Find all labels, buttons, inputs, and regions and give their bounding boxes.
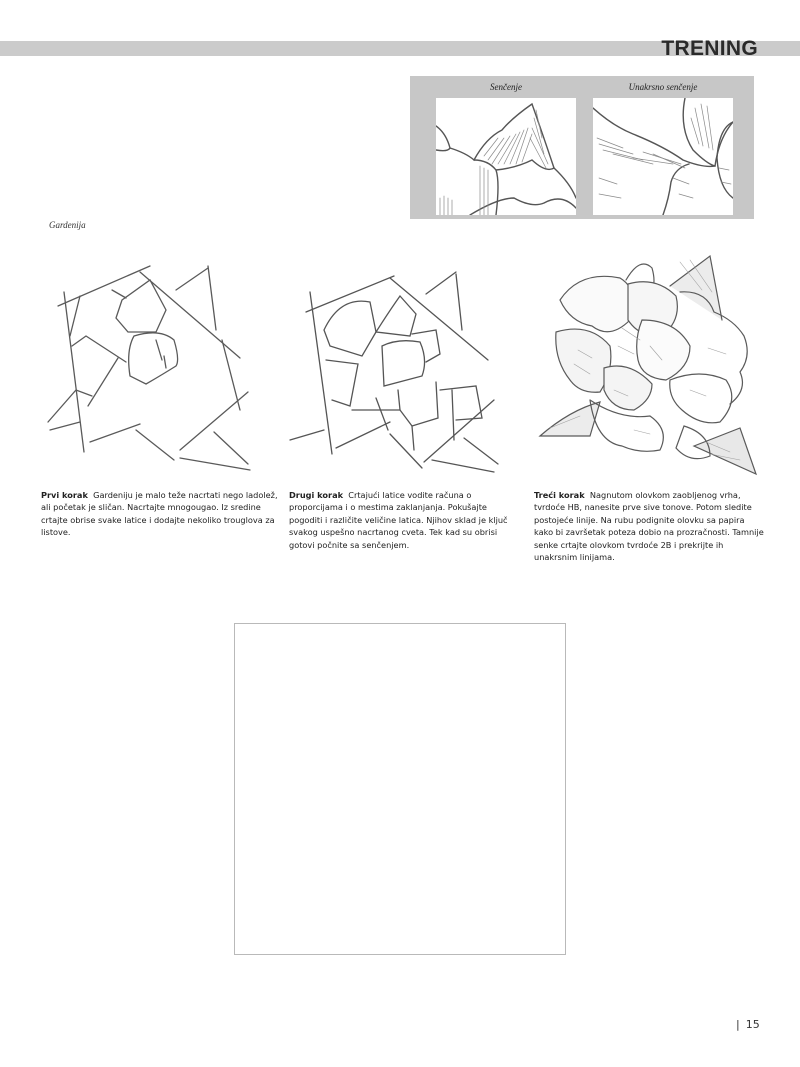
step-2-sketch — [280, 250, 530, 480]
practice-drawing-frame — [234, 623, 566, 955]
step-2-text — [289, 489, 511, 551]
step-1-sketch — [30, 250, 280, 480]
page-number-value: 15 — [745, 1018, 760, 1031]
cross-hatching-caption: Unakrsno senčenje — [628, 82, 698, 92]
step-3-body: Nagnutom olovkom zaobljenog vrha, tvrdoće HB, nanesite prve sive tonove. Potom sledite postojeće linije. Na rubu podignite olovku sa papira kako bi završetak poteza dobio na prozračnosti. Tamnije senke crtajte olovkom tvrdoće 2B i prekrijte ih unakrsnim linijama. — [534, 490, 764, 563]
page-number — [736, 1018, 760, 1031]
step-1-text — [41, 489, 281, 539]
step-1-label: Prvi korak — [41, 490, 88, 500]
cross-hatching-example-image — [593, 98, 733, 215]
step-1-body: Gardeniju je malo teže nacrtati nego ladolež, ali početak je sličan. Nacrtajte mnogougao. Iz sredine crtajte obrise svake latice i dodajte nekoliko trouglova za listove. — [41, 490, 278, 538]
step-3-label: Treći korak — [534, 490, 585, 500]
page-number-separator: | — [736, 1018, 740, 1031]
shading-examples-panel — [410, 76, 754, 219]
section-title: TRENING — [661, 37, 758, 60]
step-3-sketch — [530, 250, 780, 480]
step-2-label: Drugi korak — [289, 490, 344, 500]
shading-example-image — [436, 98, 576, 215]
figure-caption: Gardenija — [49, 220, 86, 230]
step-3-text — [534, 489, 764, 563]
step-2-body: Crtajući latice vodite računa o proporcijama i o mestima zaklanjanja. Pokušajte pogoditi i različite veličine latica. Njihov sklad je ključ svakog uspešno nacrtanog cveta. Tek kad su obrisi gotovi počnite sa senčenjem. — [289, 490, 508, 550]
shading-caption: Senčenje — [490, 82, 522, 92]
